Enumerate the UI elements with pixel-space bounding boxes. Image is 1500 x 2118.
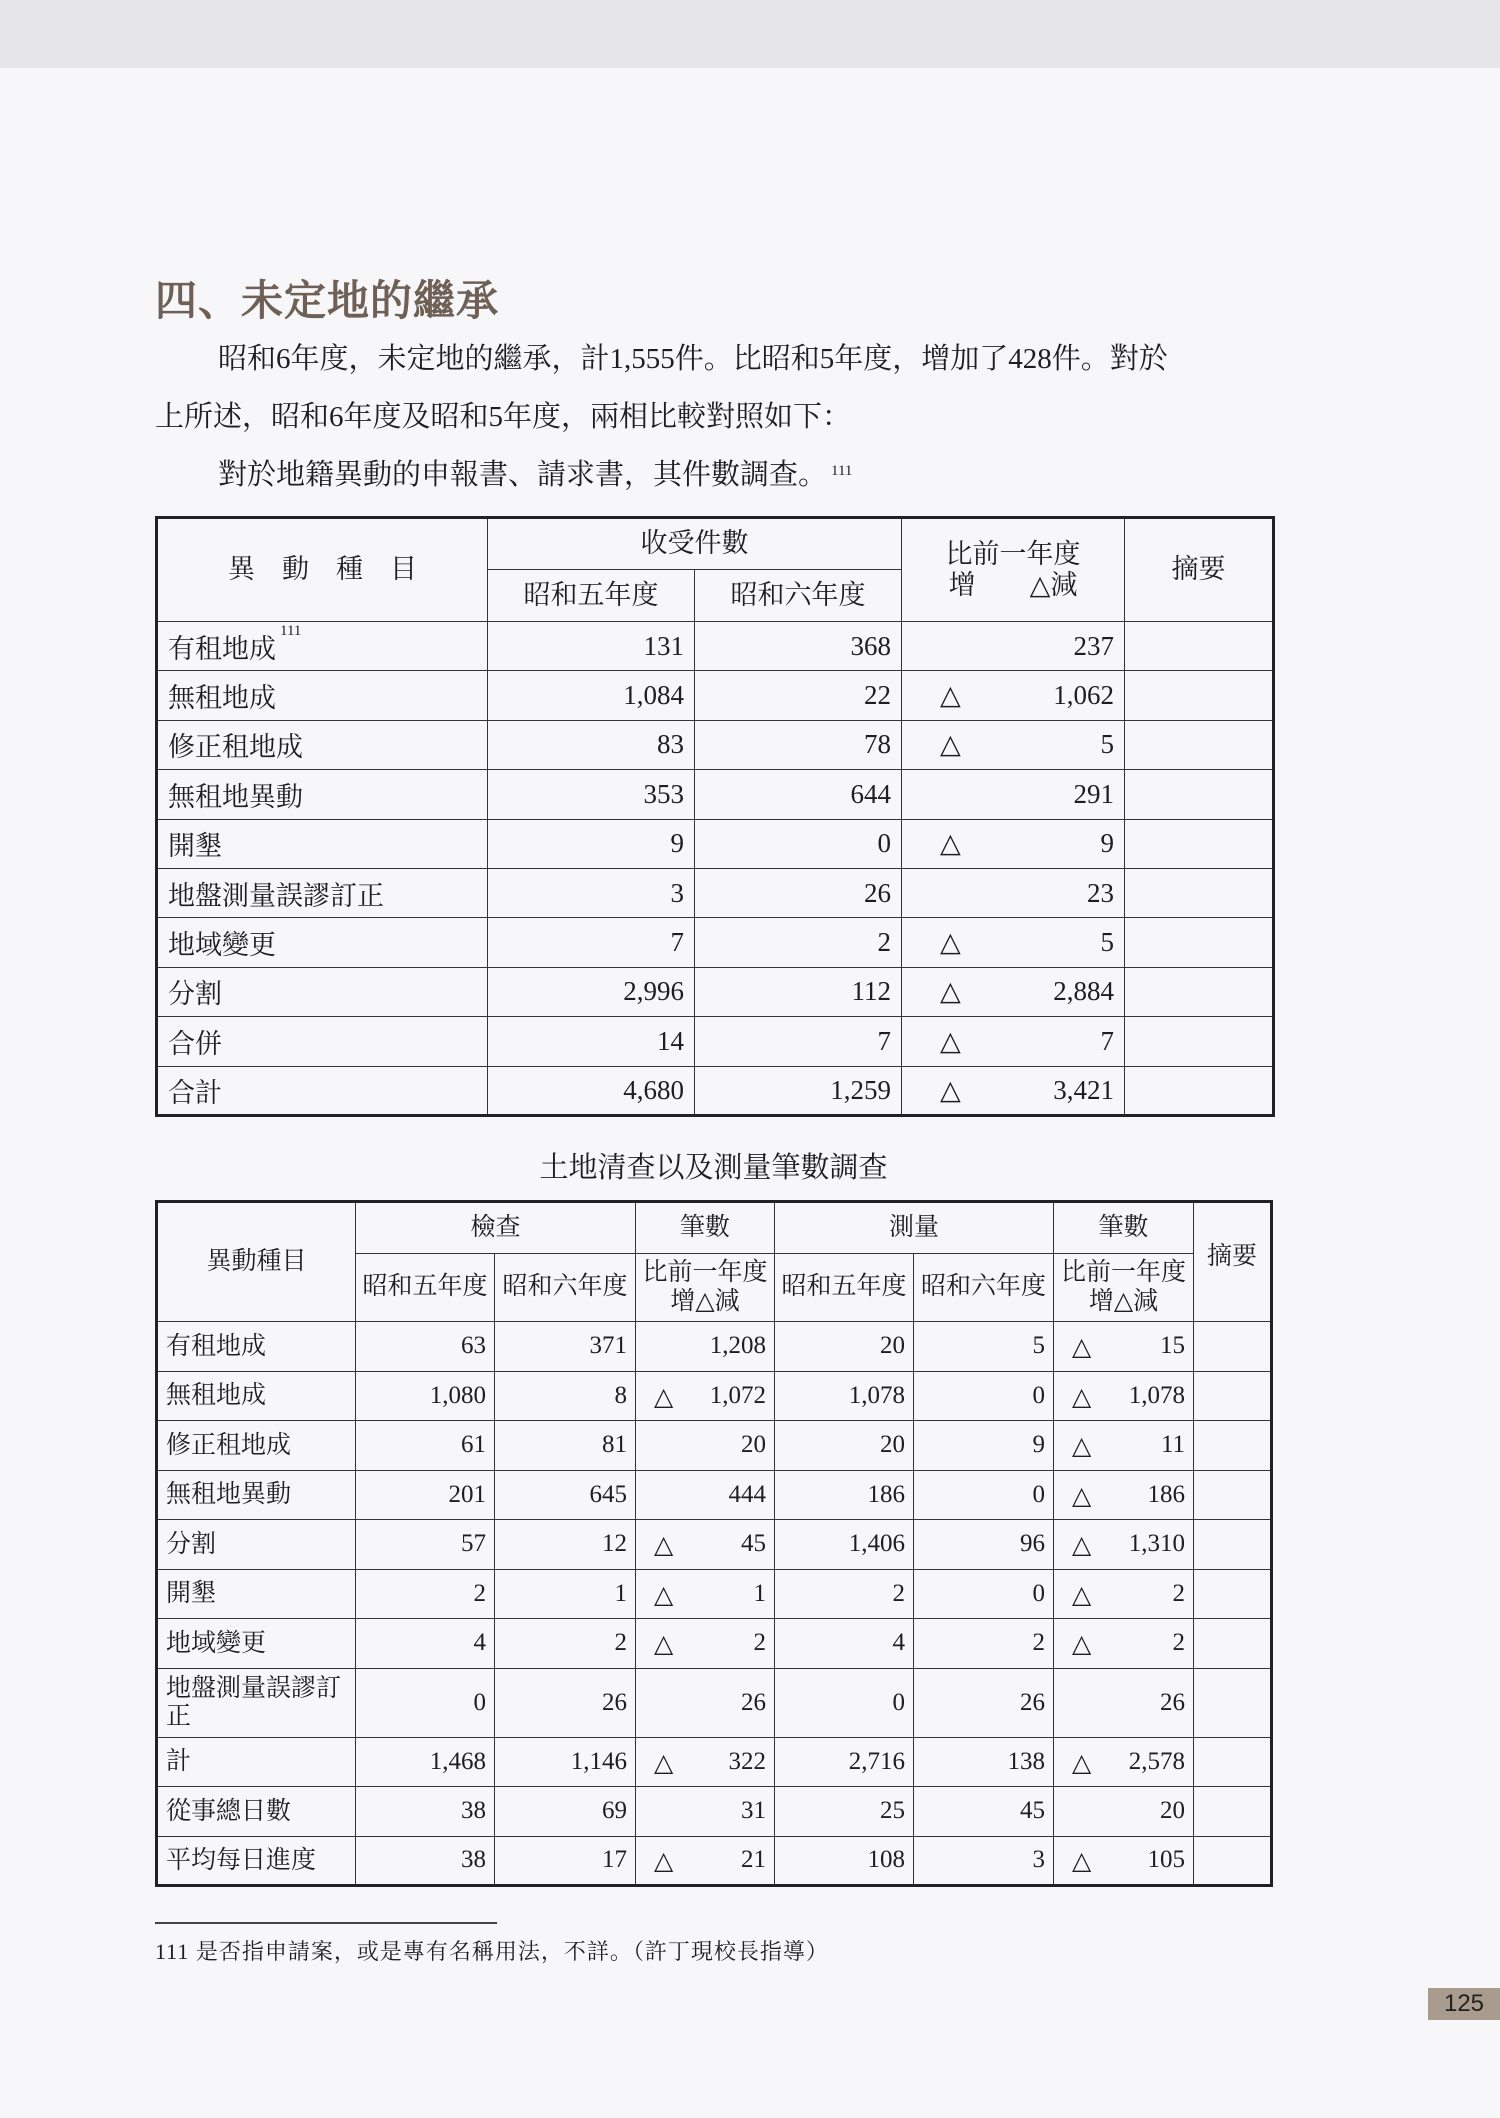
remarks-cell [1125,770,1274,819]
row-label-text: 有租地成 [168,633,276,664]
decrease-mark: △ [1072,1631,1092,1659]
inspection-change [636,1470,775,1520]
inspection-year5: 201 [356,1470,495,1520]
decrease-mark: △ [1072,1848,1092,1876]
row-label: 計 [157,1737,356,1787]
survey-year5: 0 [775,1668,914,1737]
decrease-mark: △ [1072,1383,1092,1411]
year5-count: 353 [488,770,695,819]
change-value: 7 [1100,1025,1114,1056]
survey-year6: 96 [914,1520,1054,1570]
change-value: 105 [1147,1846,1186,1874]
inspection-change [636,1322,775,1372]
row-label: 修正租地成 [157,1421,356,1471]
year6-count: 0 [695,819,902,868]
remarks-cell [1194,1322,1272,1372]
survey-year6: 45 [914,1787,1054,1837]
year5-count: 2,996 [488,967,695,1016]
change-value: 31 [741,1797,767,1825]
survey-year5: 186 [775,1470,914,1520]
change-value: 3,421 [1053,1074,1114,1105]
year5-count: 131 [488,622,695,671]
change-value: 1 [753,1579,767,1607]
survey-year5: 4 [775,1619,914,1669]
row-label: 無租地異動 [157,1470,356,1520]
inspection-year6: 26 [495,1668,636,1737]
inspection-year5: 1,080 [356,1371,495,1421]
decrease-mark: △ [940,1074,961,1105]
decrease-mark: △ [1072,1749,1092,1777]
header-category: 異動種目 [157,1202,356,1322]
inspection-change [636,1569,775,1619]
remarks-cell [1194,1569,1272,1619]
row-label-text: 合併 [168,1028,222,1059]
row-label-text: 地盤測量誤謬訂正 [168,880,384,911]
change-value: 2 [1172,1579,1186,1607]
change-cell [902,1017,1125,1066]
decrease-mark: △ [654,1581,674,1609]
remarks-cell [1194,1737,1272,1787]
change-value: 9 [1100,828,1114,859]
scan-top-band [0,0,1500,68]
year6-count: 368 [695,622,902,671]
remarks-cell [1194,1421,1272,1471]
year6-count: 26 [695,868,902,917]
land-survey-count-table [155,1200,1273,1887]
table-row [157,868,1274,917]
row-label [157,622,488,671]
table-row [157,1569,1272,1619]
row-label [157,720,488,769]
survey-year6: 138 [914,1737,1054,1787]
table-row [157,720,1274,769]
survey-change [1054,1470,1194,1520]
header-b-year5: 昭和五年度 [775,1254,914,1322]
decrease-mark: △ [1072,1334,1092,1362]
page-number: 125 [1428,1988,1500,2020]
inspection-year5: 61 [356,1421,495,1471]
row-label-text: 修正租地成 [168,732,303,763]
change-value: 45 [741,1530,767,1558]
survey-change [1054,1371,1194,1421]
survey-change [1054,1619,1194,1669]
decrease-mark: △ [940,729,961,760]
survey-year5: 2 [775,1569,914,1619]
inspection-year6: 81 [495,1421,636,1471]
table-row [157,1017,1274,1066]
row-label [157,770,488,819]
row-label: 有租地成 [157,1322,356,1372]
remarks-cell [1194,1371,1272,1421]
table-row [157,622,1274,671]
inspection-year6: 1 [495,1569,636,1619]
header-year6: 昭和六年度 [695,570,902,622]
row-label [157,819,488,868]
survey-change [1054,1737,1194,1787]
change-value: 11 [1160,1431,1186,1459]
change-cell [902,671,1125,720]
header-b-change: 比前一年度增△減 [1054,1254,1194,1322]
decrease-mark: △ [654,1848,674,1876]
change-value: 237 [1073,630,1114,661]
remarks-cell [1194,1470,1272,1520]
table-row [157,1668,1272,1737]
change-value: 21 [741,1846,767,1874]
change-cell [902,868,1125,917]
year5-count: 9 [488,819,695,868]
change-value: 23 [1087,877,1114,908]
paragraph-3 [218,446,852,504]
inspection-year6: 2 [495,1619,636,1669]
row-label: 平均每日進度 [157,1836,356,1886]
year6-count: 1,259 [695,1066,902,1115]
change-value: 444 [728,1480,767,1508]
inspection-year6: 69 [495,1787,636,1837]
paragraph-1: 昭和6年度，未定地的繼承，計1,555件。比昭和5年度，增加了428件。對於 [218,343,1168,375]
year6-count: 644 [695,770,902,819]
inspection-year5: 38 [356,1787,495,1837]
survey-year5: 20 [775,1322,914,1372]
year5-count: 14 [488,1017,695,1066]
change-cell [902,622,1125,671]
decrease-mark: △ [940,976,961,1007]
header-count-2: 筆數 [1054,1202,1194,1254]
change-value: 5 [1100,927,1114,958]
row-label [157,1017,488,1066]
remarks-cell [1125,868,1274,917]
paragraph-2: 上所述，昭和6年度及昭和5年度，兩相比較對照如下： [155,401,852,433]
survey-year5: 1,406 [775,1520,914,1570]
year5-count: 83 [488,720,695,769]
remarks-cell [1194,1787,1272,1837]
remarks-cell [1125,1066,1274,1115]
table-row [157,1371,1272,1421]
inspection-year6: 8 [495,1371,636,1421]
table-row [157,1520,1272,1570]
change-cell [902,819,1125,868]
inspection-change [636,1737,775,1787]
row-label: 分割 [157,1520,356,1570]
survey-change [1054,1421,1194,1471]
table2-caption: 土地清查以及測量筆數調查 [539,1152,888,1184]
table-row [157,671,1274,720]
row-label: 無租地成 [157,1371,356,1421]
change-value: 15 [1160,1332,1186,1360]
inspection-change [636,1787,775,1837]
footnote-divider [155,1922,497,1924]
footnote: 111 是否指申請案，或是專有名稱用法，不詳。（許丁現校長指導） [155,1939,829,1964]
change-cell [902,918,1125,967]
row-label-text: 無租地異動 [168,781,303,812]
inspection-year6: 371 [495,1322,636,1372]
inspection-year6: 645 [495,1470,636,1520]
decrease-mark: △ [940,927,961,958]
header-count-1: 筆數 [636,1202,775,1254]
change-cell [902,967,1125,1016]
inspection-change [636,1520,775,1570]
inspection-year5: 57 [356,1520,495,1570]
table-row [157,918,1274,967]
remarks-cell [1125,1017,1274,1066]
change-cell [902,770,1125,819]
section-heading: 四、未定地的繼承 [155,276,500,325]
decrease-mark: △ [1072,1433,1092,1461]
decrease-mark: △ [940,680,961,711]
change-value: 1,078 [1128,1381,1186,1409]
change-value: 5 [1100,729,1114,760]
inspection-change [636,1836,775,1886]
change-cell [902,1066,1125,1115]
decrease-mark: △ [654,1383,674,1411]
header-received: 收受件數 [488,518,902,570]
row-label: 地盤測量誤謬訂正 [157,1668,356,1737]
inspection-year5: 63 [356,1322,495,1372]
change-value: 1,072 [709,1381,767,1409]
remarks-cell [1125,720,1274,769]
row-label [157,918,488,967]
survey-year5: 108 [775,1836,914,1886]
change-value: 26 [741,1688,767,1716]
survey-change [1054,1322,1194,1372]
footnote-ref: 111 [280,622,302,639]
survey-year6: 5 [914,1322,1054,1372]
year6-count: 2 [695,918,902,967]
inspection-change [636,1668,775,1737]
year6-count: 7 [695,1017,902,1066]
survey-change [1054,1668,1194,1737]
survey-year6: 0 [914,1470,1054,1520]
inspection-change [636,1371,775,1421]
decrease-mark: △ [1072,1532,1092,1560]
row-label [157,671,488,720]
inspection-year6: 17 [495,1836,636,1886]
change-value: 2,884 [1053,976,1114,1007]
table-row [157,819,1274,868]
survey-year6: 3 [914,1836,1054,1886]
survey-year6: 26 [914,1668,1054,1737]
survey-year5: 20 [775,1421,914,1471]
inspection-year5: 4 [356,1619,495,1669]
year5-count: 4,680 [488,1066,695,1115]
remarks-cell [1125,819,1274,868]
remarks-cell [1194,1619,1272,1669]
survey-year6: 9 [914,1421,1054,1471]
footnote-ref: 111 [831,463,853,479]
inspection-year6: 12 [495,1520,636,1570]
row-label-text: 無租地成 [168,683,276,714]
row-label: 從事總日數 [157,1787,356,1837]
inspection-change [636,1619,775,1669]
remarks-cell [1125,918,1274,967]
change-cell [902,720,1125,769]
survey-change [1054,1836,1194,1886]
inspection-year5: 1,468 [356,1737,495,1787]
row-label [157,1066,488,1115]
row-label-text: 開墾 [168,831,222,862]
decrease-mark: △ [940,1025,961,1056]
header-year5: 昭和五年度 [488,570,695,622]
land-change-filings-table [155,516,1275,1117]
inspection-year5: 2 [356,1569,495,1619]
header-remarks: 摘要 [1194,1202,1272,1322]
header-change [902,518,1125,622]
table-row [157,1836,1272,1886]
header-change-line1: 比前一年度 [945,538,1081,569]
decrease-mark: △ [1072,1581,1092,1609]
change-value: 20 [1160,1797,1186,1825]
header-survey: 測量 [775,1202,1054,1254]
table-row [157,1421,1272,1471]
year5-count: 7 [488,918,695,967]
survey-change [1054,1569,1194,1619]
survey-year6: 0 [914,1371,1054,1421]
remarks-cell [1194,1668,1272,1737]
survey-change [1054,1520,1194,1570]
change-value: 26 [1160,1688,1186,1716]
decrease-mark: △ [940,828,961,859]
header-category: 異 動 種 目 [157,518,488,622]
inspection-year6: 1,146 [495,1737,636,1787]
table-row [157,1787,1272,1837]
year5-count: 3 [488,868,695,917]
decrease-mark: △ [1072,1482,1092,1510]
header-remarks: 摘要 [1125,518,1274,622]
change-value: 20 [741,1431,767,1459]
header-change-line2: 增 △減 [948,570,1078,600]
survey-change [1054,1787,1194,1837]
survey-year6: 2 [914,1619,1054,1669]
decrease-mark: △ [654,1749,674,1777]
inspection-year5: 38 [356,1836,495,1886]
remarks-cell [1194,1836,1272,1886]
year6-count: 112 [695,967,902,1016]
change-value: 322 [728,1747,767,1775]
row-label: 開墾 [157,1569,356,1619]
survey-year5: 25 [775,1787,914,1837]
row-label-text: 地域變更 [168,930,276,961]
header-a-change: 比前一年度增△減 [636,1254,775,1322]
row-label-text: 合計 [168,1077,222,1108]
decrease-mark: △ [654,1532,674,1560]
change-value: 1,310 [1128,1530,1186,1558]
header-a-year6: 昭和六年度 [495,1254,636,1322]
remarks-cell [1125,967,1274,1016]
remarks-cell [1125,622,1274,671]
change-value: 291 [1073,778,1114,809]
row-label [157,868,488,917]
table-row [157,1470,1272,1520]
table-row [157,1066,1274,1115]
remarks-cell [1125,671,1274,720]
change-value: 1,208 [709,1332,767,1360]
table-row [157,967,1274,1016]
table-row [157,1619,1272,1669]
header-a-year5: 昭和五年度 [356,1254,495,1322]
table-row [157,1322,1272,1372]
header-inspection: 檢查 [356,1202,636,1254]
header-b-year6: 昭和六年度 [914,1254,1054,1322]
year5-count: 1,084 [488,671,695,720]
change-value: 2,578 [1128,1747,1186,1775]
year6-count: 78 [695,720,902,769]
change-value: 1,062 [1053,680,1114,711]
change-value: 2 [753,1629,767,1657]
table-row [157,770,1274,819]
change-value: 186 [1147,1480,1186,1508]
year6-count: 22 [695,671,902,720]
paragraph-3-text: 對於地籍異動的申報書、請求書，其件數調查。 [218,459,828,491]
survey-year6: 0 [914,1569,1054,1619]
remarks-cell [1194,1520,1272,1570]
row-label-text: 分割 [168,979,222,1010]
decrease-mark: △ [654,1631,674,1659]
row-label: 地域變更 [157,1619,356,1669]
survey-year5: 2,716 [775,1737,914,1787]
inspection-change [636,1421,775,1471]
survey-year5: 1,078 [775,1371,914,1421]
change-value: 2 [1172,1629,1186,1657]
row-label [157,967,488,1016]
table-row [157,1737,1272,1787]
inspection-year5: 0 [356,1668,495,1737]
